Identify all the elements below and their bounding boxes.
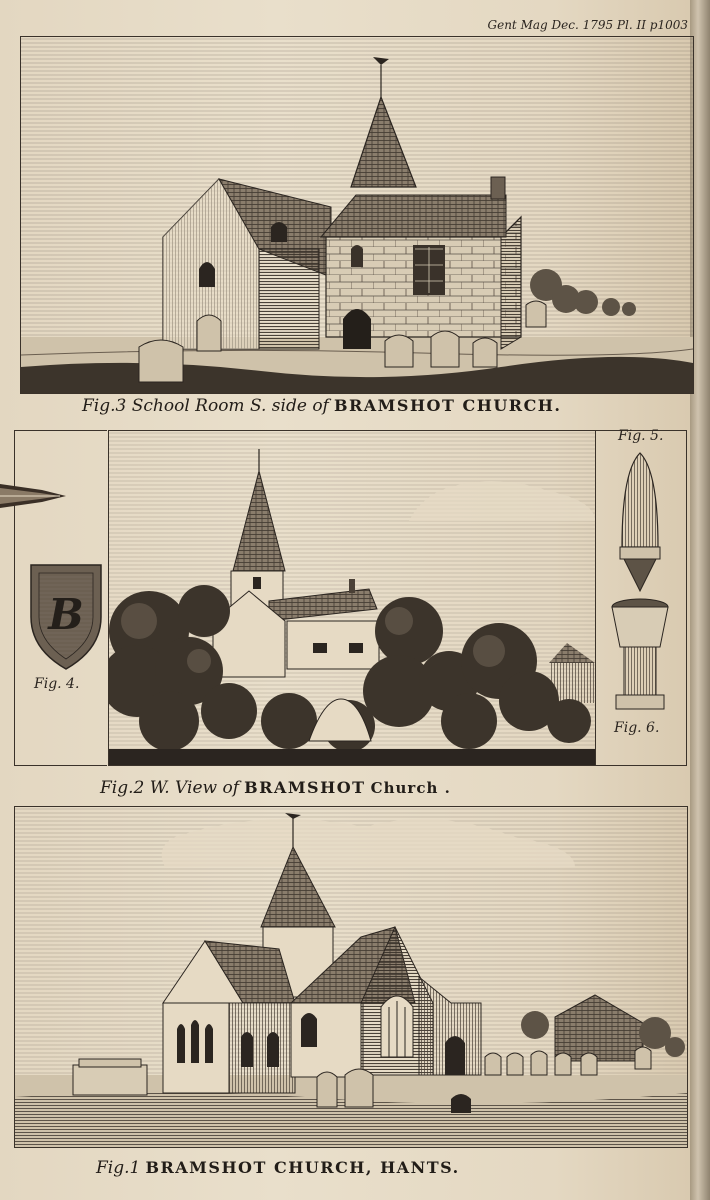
pen-tip — [0, 478, 66, 514]
fig2-caption — [100, 778, 451, 798]
fig2-caption-italic: Fig.2 W. View of — [100, 778, 240, 798]
fig1-caption-italic: Fig.1 — [96, 1158, 141, 1178]
fig1-engraving — [15, 807, 687, 1147]
fig3-caption-italic: Fig.3 School Room S. side of — [82, 396, 329, 416]
fig3-engraving — [21, 37, 693, 393]
fig2-caption-caps: BRAMSHOT — [244, 778, 366, 797]
fig5-fig6-engraving — [594, 431, 686, 765]
fig3-caption — [82, 396, 562, 416]
fig5-label: Fig. 5. — [618, 428, 664, 444]
plate-fig5-6-panel — [594, 430, 687, 766]
plate-fig1 — [14, 806, 688, 1148]
fig2-caption-small: Church . — [370, 779, 451, 797]
fig1-caption-caps: BRAMSHOT CHURCH, HANTS. — [145, 1158, 460, 1177]
fig3-caption-caps: BRAMSHOT CHURCH. — [333, 396, 562, 415]
fig6-label: Fig. 6. — [614, 720, 660, 736]
fig1-caption — [96, 1158, 460, 1178]
plate-fig2 — [108, 430, 596, 766]
fig4-label: Fig. 4. — [34, 676, 80, 692]
fig2-engraving — [109, 431, 595, 765]
plate-fig3 — [20, 36, 694, 394]
shield-letter: B — [48, 590, 84, 639]
plate-header: Gent Mag Dec. 1795 Pl. II p1003 — [487, 18, 688, 32]
